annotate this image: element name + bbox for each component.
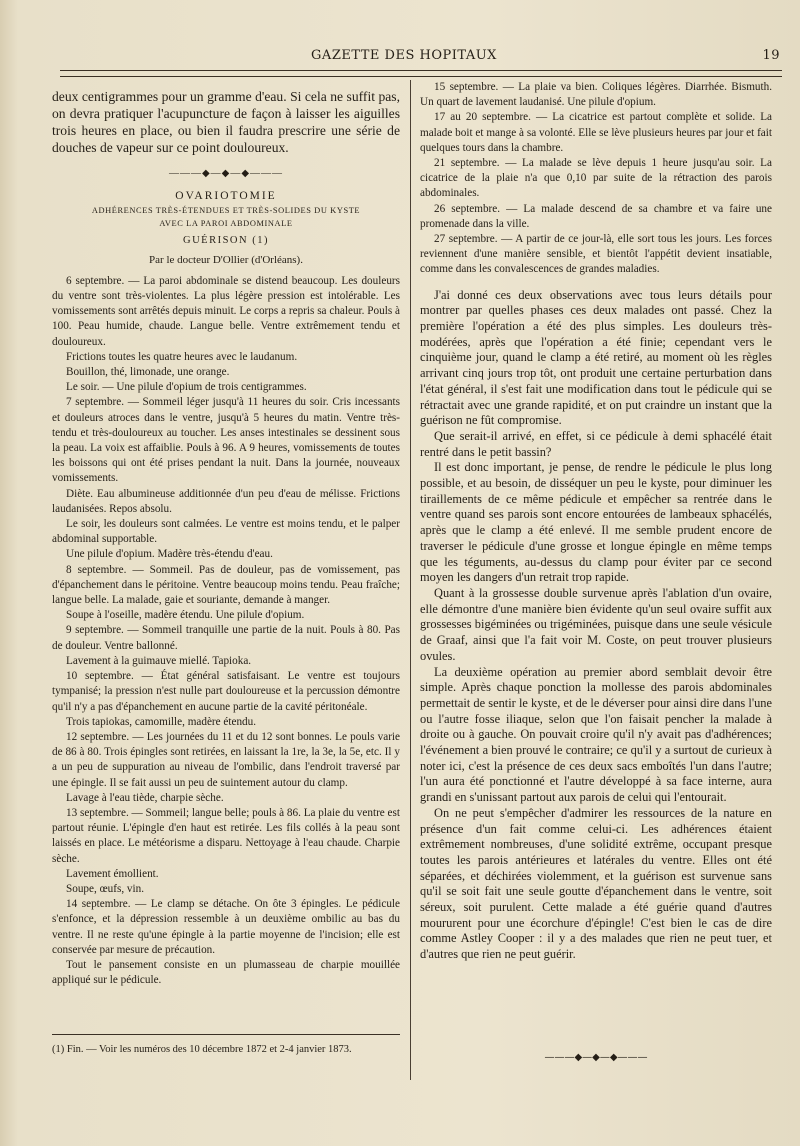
right-column — [420, 80, 772, 963]
paragraph: La deuxième opération au premier abord semblait devoir être simple. Après chaque ponction la mollesse des parois abdominales permettait de sentir le kyste, et de le déverser pour ainsi dire dans l'une ou l'autre fosse iliaque, selon que l'on faisait pencher la malade à droite ou à gauche. On pouvait croire qu'il n'y avait pas d'adhérences; l'événement a bien prouvé le contraire; ce qu'il y a surtout de curieux à noter ici, c'est la présence de ces deux sacs emboîtés l'un dans l'autre; l'un aura été ponctionné et l'autre développé à sa face interne, aura grandi en s'unissant partout aux parois de celui qui l'entourait. — [420, 664, 772, 805]
page-number: 19 — [762, 48, 780, 63]
paragraph: Que serait-il arrivé, en effet, si ce pédicule à demi sphacélé était rentré dans le petit bassin? — [420, 428, 772, 459]
paragraph: Tout le pansement consiste en un plumasseau de charpie mouillée appliqué sur le pédicule. — [52, 958, 400, 987]
article-subtitle-outcome: GUÉRISON (1) — [183, 235, 269, 247]
paragraph: Le soir. — Une pilule d'opium de trois centigrammes. — [66, 381, 307, 394]
paragraph: 7 septembre. — Sommeil léger jusqu'à 11 heures du soir. Cris incessants et douleurs atroces dans le ventre, jusqu'à 5 heures du matin. Ventre très-tendu et très-douloureux au toucher. Les anses intestinales se dessinent sous la peau. La voix est affaiblie. Pouls à 96. A 9 heures, vomissements de toutes les boissons qui ont été prises pendant la nuit. Dans la journée, nouveaux vomissements. — [52, 396, 400, 485]
discussion-section — [420, 288, 772, 963]
paragraph: 27 septembre. — A partir de ce jour-là, elle sort tous les jours. Les forces reviennent d'une manière sensible, et bientôt l'appétit devient insatiable, comme dans les convalescences de grandes maladies. — [420, 233, 772, 276]
paragraph: 12 septembre. — Les journées du 11 et du 12 sont bonnes. Le pouls varie de 86 à 80. Trois épingles sont retirées, en laissant la 1re, la 3e, la 5e, etc. Il y a un peu de suppuration au niveau de l'ombilic, dans l'endroit traversé par une épingle. Il se fait aussi un peu de suintement autour du clamp. — [52, 730, 400, 789]
paragraph: Diète. Eau albumineuse additionnée d'un peu d'eau de mélisse. Frictions laudanisées. Repos absolu. — [52, 487, 400, 515]
paragraph: 8 septembre. — Sommeil. Pas de douleur, pas de vomissement, pas d'épanchement dans le péritoine. Ventre beaucoup moins tendu. Peau fraîche; langue belle. La malade, gaie et souriante, demande à manger. — [52, 563, 400, 607]
paragraph: Trois tapiokas, camomille, madère étendu. — [66, 715, 257, 728]
left-column — [52, 80, 400, 988]
paragraph: Lavement émollient. — [66, 867, 159, 880]
lead-paragraph: deux centigrammes pour un gramme d'eau. Si cela ne suffit pas, on devra pratiquer l'acupuncture de façon à laisser les aiguilles trois heures en place, ou bien il faudra prescrire une série de douches de vapeur sur ce point douloureux. — [52, 89, 400, 155]
byline: Par le docteur D'Ollier (d'Orléans). — [149, 253, 303, 266]
journal-title: GAZETTE DES HOPITAUX — [311, 48, 497, 63]
paragraph: 21 septembre. — La malade se lève depuis 1 heure jusqu'au soir. La cicatrice de la plaie n'a que 0,10 par suite de la rétraction des parois abdominales. — [420, 157, 772, 200]
end-ornament: ———◆—◆—◆——— — [544, 1052, 648, 1063]
paragraph: 13 septembre. — Sommeil; langue belle; pouls à 86. La plaie du ventre est partout réunie. L'épingle d'en haut est retirée. Les fils collés à la peau sont laissés en place. Le météorisme a disparu. Nettoyage à l'eau chaude. Charpie sèche. — [52, 806, 400, 865]
paragraph: On ne peut s'empêcher d'admirer les ressources de la nature en présence d'un fait comme celui-ci. Les adhérences étaient extrêmement nombreuses, d'une solidité extrême, occupant presque toutes les parois antérieures et latérales du ventre. Elles ont été séparées, et déchirées violemment, et la guérison est survenue sans qu'il se soit fait une seule goutte d'épanchement dans le ventre, soit séreux, soit purulent. Cette malade a été guérie quand d'autres moururent pour une écorchure d'épingle! C'est bien le cas de dire comme Astley Cooper : il y a des malades que rien ne peut tuer, et d'autres que rien ne peut guérir. — [420, 805, 772, 962]
article-title: OVARIOTOMIE — [175, 190, 277, 203]
paragraph: 17 au 20 septembre. — La cicatrice est partout complète et solide. La malade boit et mange à sa volonté. Elle se lève plusieurs heures par jour et fait quelques tours dans la chambre. — [420, 111, 772, 154]
paragraph: 14 septembre. — Le clamp se détache. On ôte 3 épingles. Le pédicule s'enfonce, et la dépression ressemble à un deuxième ombilic au bas du ventre. Il ne reste qu'une épingle à la partie moyenne de l'incision; elle est conservée par mesure de précaution. — [52, 898, 400, 956]
paragraph: 6 septembre. — La paroi abdominale se distend beaucoup. Les douleurs du ventre sont très-violentes. La plus légère pression est intolérable. Les vomissements sont arrêtés depuis minuit. Le corps a repris sa chaleur. Pouls à 100. Peau humide, chaude. Langue belle. Ventre extrêmement tendu et douloureux. — [52, 274, 400, 348]
paragraph: Lavement à la guimauve miellé. Tapioka. — [66, 654, 252, 667]
article-subtitle: ADHÉRENCES TRÈS-ÉTENDUES ET TRÈS-SOLIDES DU KYSTE — [91, 206, 361, 216]
paragraph: Il est donc important, je pense, de rendre le pédicule le plus long possible, et au besoin, de disséquer un peu le kyste, pour diminuer les tiraillements de ce même pédicule et empêcher sa rentrée dans le ventre quand ses parois sont encore entourées de lambeaux sphacélés, après que le clamp a été enlevé. Il me semble prudent encore de traverser le pédicule d'une grosse et longue épingle en même temps que les téguments, au-dessus du clamp pour éviter par ce second moyen les dangers d'un retrait trop rapide. — [420, 460, 772, 585]
paragraph: 9 septembre. — Sommeil tranquille une partie de la nuit. Pouls à 80. Pas de douleur. Ventre ballonné. — [52, 624, 400, 652]
paragraph: Lavage à l'eau tiède, charpie sèche. — [66, 791, 224, 804]
footnote: (1) Fin. — Voir les numéros des 10 décembre 1872 et 2-4 janvier 1873. — [52, 1044, 352, 1055]
paragraph: 15 septembre. — La plaie va bien. Coliques légères. Diarrhée. Bismuth. Un quart de lavement laudanisé. Une pilule d'opium. — [420, 81, 772, 109]
header-rule — [60, 70, 782, 71]
paragraph: 10 septembre. — État général satisfaisant. Le ventre est toujours tympanisé; la pression n'est nulle part douloureuse et la percussion démontre qu'il n'y a pas d'épanchement en aucune partie de la cavité péritonéale. — [52, 670, 400, 713]
article-subtitle-line2: AVEC LA PAROI ABDOMINALE — [159, 219, 293, 229]
page-header — [28, 48, 780, 64]
paragraph: Une pilule d'opium. Madère très-étendu d'eau. — [66, 548, 273, 561]
paragraph: 26 septembre. — La malade descend de sa chambre et va faire une promenade dans la ville. — [420, 202, 772, 230]
column-divider — [410, 80, 411, 1080]
section-ornament: ———◆—◆—◆——— — [168, 168, 284, 179]
paragraph: Soupe, œufs, vin. — [66, 882, 145, 895]
paragraph: Le soir, les douleurs sont calmées. Le ventre est moins tendu, et le palper abdominal supportable. — [52, 518, 400, 546]
paragraph: Frictions toutes les quatre heures avec le laudanum. — [66, 350, 298, 363]
footnote-rule — [52, 1034, 400, 1035]
paragraph: Quant à la grossesse double survenue après l'ablation d'un ovaire, elle démontre d'une manière bien évidente qu'un seul ovaire suffit aux grossesses bigéminées ou trigéminées, puisque dans une seule vésicule de Graaf, ainsi que l'a fait voir M. Coste, on peut trouver plusieurs ovules. — [420, 586, 772, 663]
paragraph: J'ai donné ces deux observations avec tous leurs détails pour montrer par quelles phases ces deux malades ont passé. Chez la première l'opération a été des plus simples. Les douleurs très-modérées, après que l'opération a été finie; cependant vers le cinquième jour, quand le clamp a été retiré, au moment où les règles arrivant cinq jours trop tôt, ont produit une certaine perturbation dans l'état général, il s'est fait une modification dans tout le pédicule qui se rétractait avec une grande rapidité, et on put craindre un instant que la guérison ne fût compromise. — [420, 287, 772, 428]
paragraph: Bouillon, thé, limonade, une orange. — [66, 366, 230, 379]
header-rule-thin — [60, 76, 782, 77]
paragraph: Soupe à l'oseille, madère étendu. Une pilule d'opium. — [66, 609, 305, 622]
